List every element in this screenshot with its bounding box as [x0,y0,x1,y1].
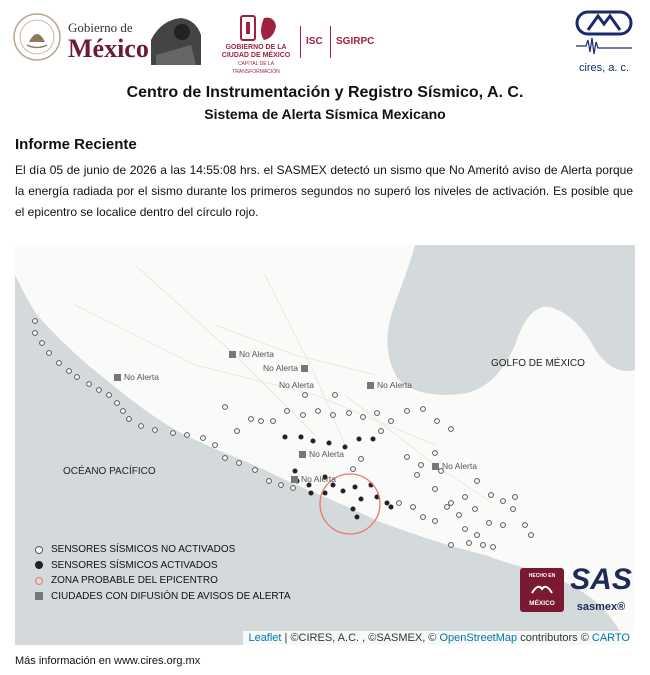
inactive-sensor[interactable] [249,417,254,422]
gobierno-de-mexico-logo [68,20,149,62]
inactive-sensor[interactable] [501,499,506,504]
footer-info: Más información en www.cires.org.mx [15,655,201,667]
inactive-sensor[interactable] [97,388,102,393]
city-status: No Alerta [279,380,314,390]
active-sensor[interactable] [357,437,362,442]
legend-label: SENSORES SÍSMICOS NO ACTIVADOS [51,544,236,556]
inactive-sensor[interactable] [359,457,364,462]
inactive-sensor[interactable] [235,429,240,434]
active-sensor[interactable] [355,515,360,520]
city-square-icon [291,476,298,483]
gray-square-icon [35,592,43,600]
cires-logo-icon [574,10,634,58]
inactive-sensor[interactable] [185,433,190,438]
inactive-sensor[interactable] [47,351,52,356]
inactive-sensor[interactable] [421,407,426,412]
inactive-sensor[interactable] [487,521,492,526]
cdmx-line2: CIUDAD DE MÉXICO [221,52,291,59]
inactive-sensor[interactable] [33,319,38,324]
inactive-sensor[interactable] [271,419,276,424]
inactive-sensor[interactable] [457,513,462,518]
active-sensor[interactable] [389,505,394,510]
inactive-sensor[interactable] [473,507,478,512]
legend-active [35,558,291,574]
active-sensor[interactable] [341,489,346,494]
inactive-sensor[interactable] [463,495,468,500]
inactive-sensor[interactable] [463,527,468,532]
inactive-sensor[interactable] [411,505,416,510]
inactive-sensor[interactable] [405,455,410,460]
inactive-sensor[interactable] [301,413,306,418]
open-circle-icon [35,546,43,554]
city-marker[interactable] [367,380,412,390]
city-status: No Alerta [442,461,477,471]
inactive-sensor[interactable] [481,543,486,548]
map-attribution [243,631,635,645]
city-marker[interactable] [263,363,311,373]
city-status: No Alerta [309,449,344,459]
inactive-sensor[interactable] [433,487,438,492]
city-square-icon [432,463,439,470]
inactive-sensor[interactable] [513,495,518,500]
inactive-sensor[interactable] [351,467,356,472]
inactive-sensor[interactable] [501,523,506,528]
hecho-en-mexico-logo [520,568,564,612]
inactive-sensor[interactable] [33,331,38,336]
inactive-sensor[interactable] [397,501,402,506]
logo-divider [300,26,301,58]
inactive-sensor[interactable] [421,515,426,520]
inactive-sensor[interactable] [267,479,272,484]
legend-inactive [35,542,291,558]
city-square-icon [301,365,308,372]
inactive-sensor[interactable] [375,411,380,416]
inactive-sensor[interactable] [259,419,264,424]
page-subtitle: Sistema de Alerta Sísmica Mexicano [204,106,446,122]
inactive-sensor[interactable] [523,523,528,528]
inactive-sensor[interactable] [291,486,296,491]
sasmex-text: sasmex® [576,601,626,613]
inactive-sensor[interactable] [223,456,228,461]
legend-label: SENSORES SÍSMICOS ACTIVADOS [51,559,218,571]
city-marker[interactable] [229,349,274,359]
inactive-sensor[interactable] [121,409,126,414]
inactive-sensor[interactable] [445,505,450,510]
inactive-sensor[interactable] [75,375,80,380]
city-status: No Alerta [301,474,336,484]
active-sensor[interactable] [353,485,358,490]
city-marker[interactable] [279,380,314,390]
inactive-sensor[interactable] [449,501,454,506]
isc-label: ISC [306,36,323,47]
attribution-text: | ©CIRES, A.C. , ©SASMEX, © [281,632,440,644]
active-sensor[interactable] [371,437,376,442]
inactive-sensor[interactable] [237,461,242,466]
cdmx-line3: CAPITAL DE LA TRANSFORMACIÓN [232,61,280,75]
sgirpc-label: SGIRPC [336,36,375,47]
active-sensor[interactable] [293,469,298,474]
city-square-icon [367,382,374,389]
inactive-sensor[interactable] [435,419,440,424]
active-sensor[interactable] [311,439,316,444]
gulf-of-mexico-label: GOLFO DE MÉXICO [491,358,585,369]
inactive-sensor[interactable] [213,443,218,448]
inactive-sensor[interactable] [415,473,420,478]
seismic-map[interactable] [15,245,635,645]
inactive-sensor[interactable] [419,463,424,468]
inactive-sensor[interactable] [253,468,258,473]
inactive-sensor[interactable] [489,493,494,498]
inactive-sensor[interactable] [279,483,284,488]
inactive-sensor[interactable] [475,479,480,484]
city-marker[interactable] [432,461,477,471]
cdmx-line1: GOBIERNO DE LA [225,44,287,51]
city-status: No Alerta [124,372,159,382]
inactive-sensor[interactable] [153,428,158,433]
city-status: No Alerta [263,363,298,373]
city-marker[interactable] [114,372,159,382]
inactive-sensor[interactable] [405,409,410,414]
mexico-coat-of-arms-icon [12,12,62,62]
logo-divider [330,26,331,58]
red-ring-icon [35,577,43,585]
inactive-sensor[interactable] [127,417,132,422]
inactive-sensor[interactable] [57,361,62,366]
active-sensor[interactable] [359,497,364,502]
city-square-icon [114,374,121,381]
page-title: Centro de Instrumentación y Registro Sísmico, A. C. [126,84,524,101]
inactive-sensor[interactable] [171,431,176,436]
city-square-icon [299,451,306,458]
hecho-top-text: HECHO EN [528,573,556,579]
section-heading: Informe Reciente [15,136,137,153]
inactive-sensor[interactable] [529,533,534,538]
inactive-sensor[interactable] [139,424,144,429]
inactive-sensor[interactable] [223,405,228,410]
active-sensor[interactable] [385,501,390,506]
inactive-sensor[interactable] [316,409,321,414]
inactive-sensor[interactable] [331,413,336,418]
inactive-sensor[interactable] [87,382,92,387]
city-marker[interactable] [291,474,336,484]
city-status: No Alerta [239,349,274,359]
active-sensor[interactable] [283,435,288,440]
legend-epicenter [35,573,291,589]
inactive-sensor[interactable] [347,411,352,416]
city-marker[interactable] [299,449,344,459]
inactive-sensor[interactable] [449,543,454,548]
inactive-sensor[interactable] [511,507,516,512]
inactive-sensor[interactable] [433,451,438,456]
legend-cities [35,589,291,605]
gob-line1: Gobierno de [68,20,133,35]
attribution-text: contributors © [517,632,592,644]
hecho-bottom-text: MÉXICO [529,600,555,607]
cdmx-logo-text [214,44,298,76]
sas-text: SAS [570,563,632,596]
active-sensor[interactable] [351,507,356,512]
inactive-sensor[interactable] [107,393,112,398]
map-legend [35,542,291,604]
inactive-sensor[interactable] [115,401,120,406]
inactive-sensor[interactable] [67,369,72,374]
inactive-sensor[interactable] [379,429,384,434]
inactive-sensor[interactable] [361,415,366,420]
inactive-sensor[interactable] [333,393,338,398]
leaflet-link[interactable]: Leaflet [248,632,282,644]
inactive-sensor[interactable] [467,541,472,546]
active-sensor[interactable] [299,435,304,440]
cires-name: cires, a. c. [578,62,630,74]
header-logos [0,0,650,80]
legend-label: ZONA PROBABLE DEL EPICENTRO [51,575,218,587]
hands-icon [530,581,554,597]
active-sensor[interactable] [309,491,314,496]
inactive-sensor[interactable] [285,409,290,414]
pacific-ocean-label: OCÉANO PACÍFICO [63,466,156,477]
carto-link[interactable]: CARTO [591,632,630,644]
sasmex-logo [570,563,632,617]
city-status: No Alerta [377,380,412,390]
inactive-sensor[interactable] [389,419,394,424]
active-sensor[interactable] [327,441,332,446]
inactive-sensor[interactable] [433,519,438,524]
filled-circle-icon [35,561,43,569]
inactive-sensor[interactable] [303,393,308,398]
inactive-sensor[interactable] [201,436,206,441]
openstreetmap-link[interactable]: OpenStreetMap [439,632,518,644]
inactive-sensor[interactable] [449,427,454,432]
inactive-sensor[interactable] [475,533,480,538]
report-text: El día 05 de junio de 2026 a las 14:55:08 hrs. el SASMEX detectó un sismo que No Ameritó aviso de Alerta porque la energía radiada por el sismo durante los primeros segundos no superó los niveles de activación. Es posible que el epicentro se localice dentro del círculo rojo. [15,163,633,219]
city-square-icon [229,351,236,358]
heroine-figure-icon [146,10,206,70]
inactive-sensor[interactable] [40,341,45,346]
legend-label: CIUDADES CON DIFUSIÓN DE AVISOS DE ALERTA [51,590,291,602]
gob-line2: México [68,34,149,63]
inactive-sensor[interactable] [491,545,496,550]
